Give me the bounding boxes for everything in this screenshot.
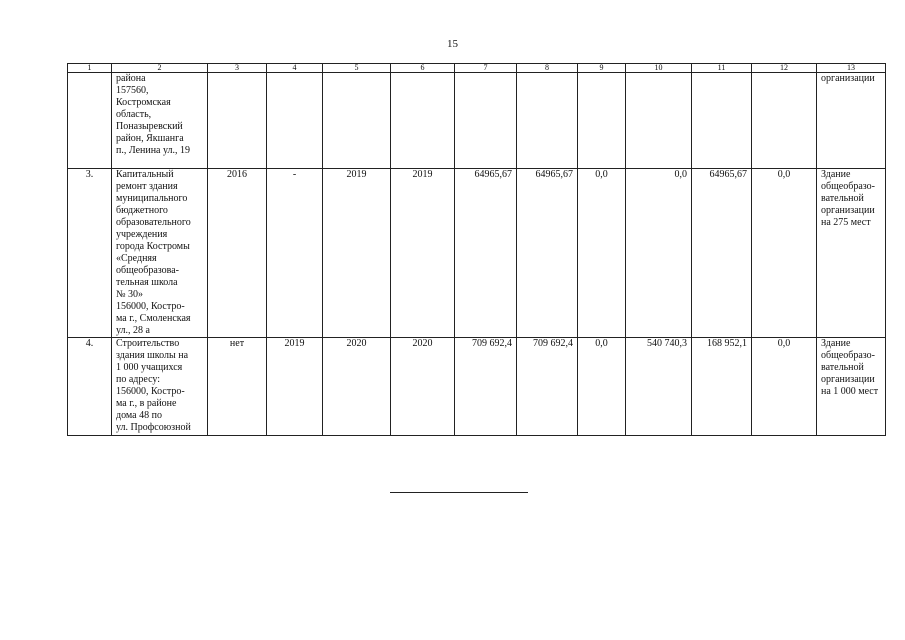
funding-cell (626, 73, 692, 169)
funding-cell: 0,0 (578, 338, 626, 436)
finish-year-cell: 2019 (323, 169, 391, 338)
start-year-cell (267, 73, 323, 169)
finish-year-cell (323, 73, 391, 169)
table-row (68, 169, 886, 338)
start-year-cell: - (267, 169, 323, 338)
end-separator-line (390, 492, 528, 493)
design-year-cell (208, 73, 267, 169)
column-header: 3 (208, 64, 267, 73)
column-header: 12 (752, 64, 817, 73)
funding-cell (692, 73, 752, 169)
object-name-cell: Капитальный ремонт здания муниципального бюджетного образовательного учреждения города Костромы «Средняя общеобразова- тельная школа № 30» 156000, Костро- ма г., Смоленская ул., 28 а (112, 169, 208, 338)
column-header: 4 (267, 64, 323, 73)
funding-cell: 0,0 (626, 169, 692, 338)
design-year-cell: нет (208, 338, 267, 436)
column-header: 6 (391, 64, 455, 73)
row-number-cell (68, 73, 112, 169)
row-number-cell: 4. (68, 338, 112, 436)
object-name-cell: Строительство здания школы на 1 000 учащихся по адресу: 156000, Костро- ма г., в районе дома 48 по ул. Профсоюзной (112, 338, 208, 436)
funding-cell: 168 952,1 (692, 338, 752, 436)
funding-cell: 540 740,3 (626, 338, 692, 436)
row-number-cell: 3. (68, 169, 112, 338)
page-number: 15 (447, 38, 458, 50)
start-year-cell: 2019 (267, 338, 323, 436)
result-cell: Здание общеобразо- вательной организации на 275 мест (817, 169, 886, 338)
commissioning-year-cell (391, 73, 455, 169)
total-funding-cell (517, 73, 578, 169)
column-header: 7 (455, 64, 517, 73)
funding-cell: 0,0 (752, 169, 817, 338)
column-header: 10 (626, 64, 692, 73)
object-name-cell: района 157560, Костромская область, Поназыревский район, Якшанга п., Ленина ул., 19 (112, 73, 208, 169)
column-number-header (68, 64, 886, 73)
total-funding-cell: 64965,67 (517, 169, 578, 338)
finish-year-cell: 2020 (323, 338, 391, 436)
table-row (68, 338, 886, 436)
funding-cell: 0,0 (752, 338, 817, 436)
investment-table (67, 63, 886, 436)
column-header: 9 (578, 64, 626, 73)
column-header: 1 (68, 64, 112, 73)
funding-cell: 0,0 (578, 169, 626, 338)
commissioning-year-cell: 2020 (391, 338, 455, 436)
design-year-cell: 2016 (208, 169, 267, 338)
result-cell: организации (817, 73, 886, 169)
column-header: 5 (323, 64, 391, 73)
funding-cell: 64965,67 (692, 169, 752, 338)
column-header: 11 (692, 64, 752, 73)
result-cell: Здание общеобразо- вательной организации на 1 000 мест (817, 338, 886, 436)
column-header: 13 (817, 64, 886, 73)
estimated-cost-cell (455, 73, 517, 169)
estimated-cost-cell: 64965,67 (455, 169, 517, 338)
funding-cell (578, 73, 626, 169)
commissioning-year-cell: 2019 (391, 169, 455, 338)
total-funding-cell: 709 692,4 (517, 338, 578, 436)
column-header: 2 (112, 64, 208, 73)
table-row (68, 73, 886, 169)
estimated-cost-cell: 709 692,4 (455, 338, 517, 436)
column-header: 8 (517, 64, 578, 73)
funding-cell (752, 73, 817, 169)
